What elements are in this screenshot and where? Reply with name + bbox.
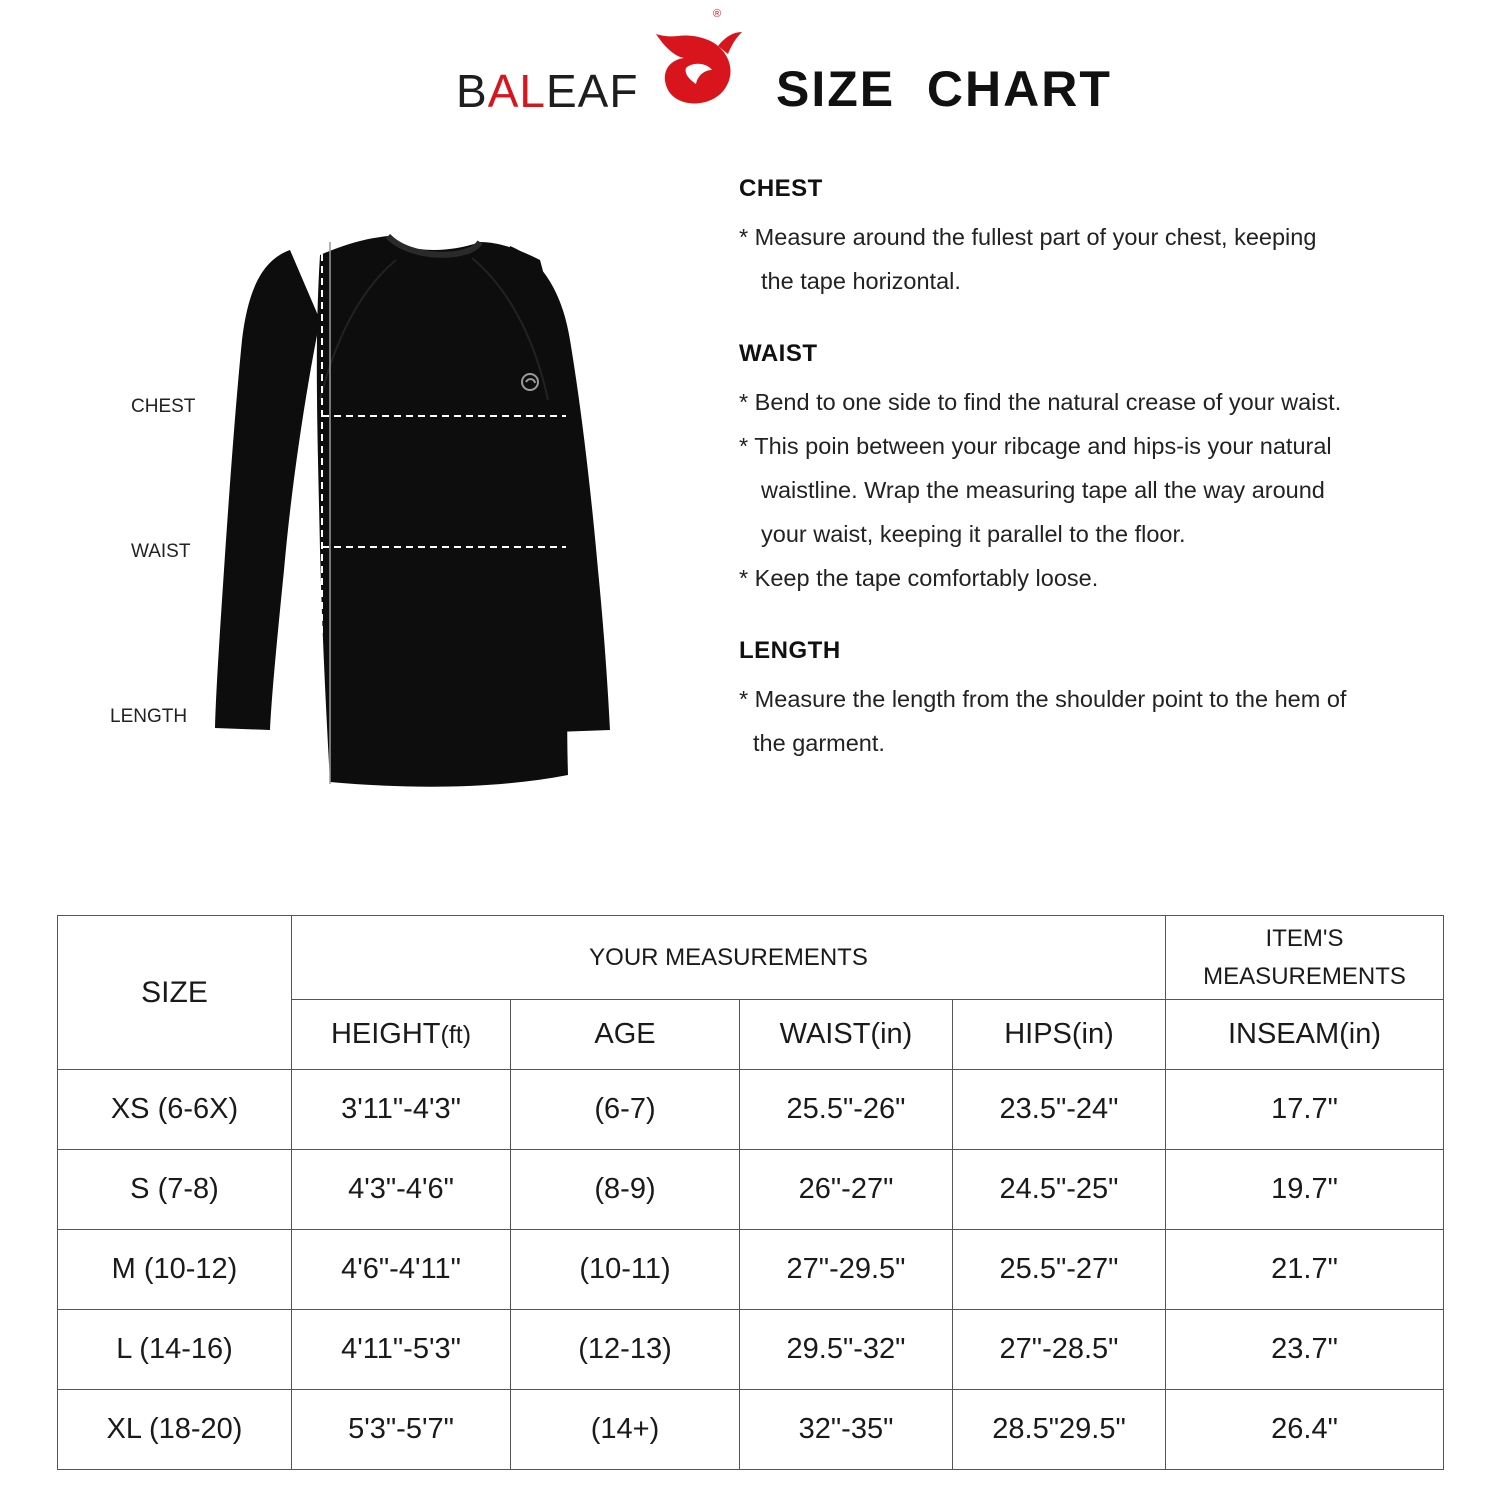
cell-inseam: 17.7" xyxy=(1166,1070,1444,1150)
cell-inseam: 19.7" xyxy=(1166,1150,1444,1230)
section-title-waist: WAIST xyxy=(739,340,818,367)
cell-height: 5'3"-5'7" xyxy=(292,1390,511,1470)
table-row xyxy=(58,1230,1444,1310)
header xyxy=(0,8,1500,130)
waist-section xyxy=(739,340,1439,600)
cell-age: (10-11) xyxy=(511,1230,740,1310)
cell-inseam: 21.7" xyxy=(1166,1230,1444,1310)
cell-hips: 28.5"29.5" xyxy=(953,1390,1166,1470)
cell-age: (6-7) xyxy=(511,1070,740,1150)
figure-label-chest: CHEST xyxy=(131,396,196,417)
chest-bullet-1: * Measure around the fullest part of your chest, keeping the tape horizontal. xyxy=(739,224,1317,294)
length-section xyxy=(739,637,1439,765)
cell-height: 4'11"-5'3" xyxy=(292,1310,511,1390)
header-height: HEIGHT(ft) xyxy=(292,1000,511,1070)
cell-height: 4'6"-4'11" xyxy=(292,1230,511,1310)
cell-height: 4'3"-4'6" xyxy=(292,1150,511,1230)
long-sleeve-shirt-image xyxy=(0,150,720,810)
page-title: SIZE CHART xyxy=(776,61,1112,117)
waist-bullet-1: * Bend to one side to find the natural crease of your waist. xyxy=(739,389,1342,415)
header-size: SIZE xyxy=(58,916,292,1070)
table-row xyxy=(58,1310,1444,1390)
header-your-measurements: YOUR MEASUREMENTS xyxy=(292,916,1166,1000)
header-inseam: INSEAM(in) xyxy=(1166,1000,1444,1070)
table-row xyxy=(58,1070,1444,1150)
registered-mark: ® xyxy=(713,8,722,20)
baleaf-leaf-icon xyxy=(648,12,744,112)
left-sleeve xyxy=(215,250,320,730)
cell-waist: 32"-35" xyxy=(740,1390,953,1470)
header-age: AGE xyxy=(511,1000,740,1070)
figure-label-waist: WAIST xyxy=(131,541,191,562)
chest-section xyxy=(739,175,1439,303)
cell-inseam: 23.7" xyxy=(1166,1310,1444,1390)
cell-age: (14+) xyxy=(511,1390,740,1470)
section-title-chest: CHEST xyxy=(739,175,823,202)
length-bullet-1: * Measure the length from the shoulder point to the hem of the garment. xyxy=(739,686,1347,756)
size-table xyxy=(57,915,1444,1470)
cell-size: XL (18-20) xyxy=(58,1390,292,1470)
cell-size: S (7-8) xyxy=(58,1150,292,1230)
cell-inseam: 26.4" xyxy=(1166,1390,1444,1470)
brand-logo-text: BALEAF xyxy=(456,65,639,117)
cell-age: (12-13) xyxy=(511,1310,740,1390)
shirt-body xyxy=(317,236,573,787)
cell-waist: 26"-27" xyxy=(740,1150,953,1230)
waist-bullet-2: * This poin between your ribcage and hips-is your natural waistline. Wrap the measuring tape all the way around your waist, keeping it parallel to the floor. xyxy=(739,433,1332,547)
figure-label-length: LENGTH xyxy=(110,706,188,727)
header-items-measurements: ITEM'S MEASUREMENTS xyxy=(1166,916,1444,1000)
cell-size: M (10-12) xyxy=(58,1230,292,1310)
cell-waist: 29.5"-32" xyxy=(740,1310,953,1390)
cell-hips: 23.5"-24" xyxy=(953,1070,1166,1150)
cell-hips: 24.5"-25" xyxy=(953,1150,1166,1230)
waist-bullet-3: * Keep the tape comfortably loose. xyxy=(739,565,1099,591)
cell-age: (8-9) xyxy=(511,1150,740,1230)
table-row xyxy=(58,1150,1444,1230)
section-title-length: LENGTH xyxy=(739,637,841,664)
cell-waist: 25.5"-26" xyxy=(740,1070,953,1150)
cell-height: 3'11"-4'3" xyxy=(292,1070,511,1150)
cell-hips: 27"-28.5" xyxy=(953,1310,1166,1390)
shirt-figure xyxy=(0,150,720,810)
cell-size: L (14-16) xyxy=(58,1310,292,1390)
cell-waist: 27"-29.5" xyxy=(740,1230,953,1310)
table-row xyxy=(58,1390,1444,1470)
header-waist: WAIST(in) xyxy=(740,1000,953,1070)
cell-hips: 25.5"-27" xyxy=(953,1230,1166,1310)
measurement-instructions xyxy=(739,175,1439,802)
cell-size: XS (6-6X) xyxy=(58,1070,292,1150)
header-hips: HIPS(in) xyxy=(953,1000,1166,1070)
